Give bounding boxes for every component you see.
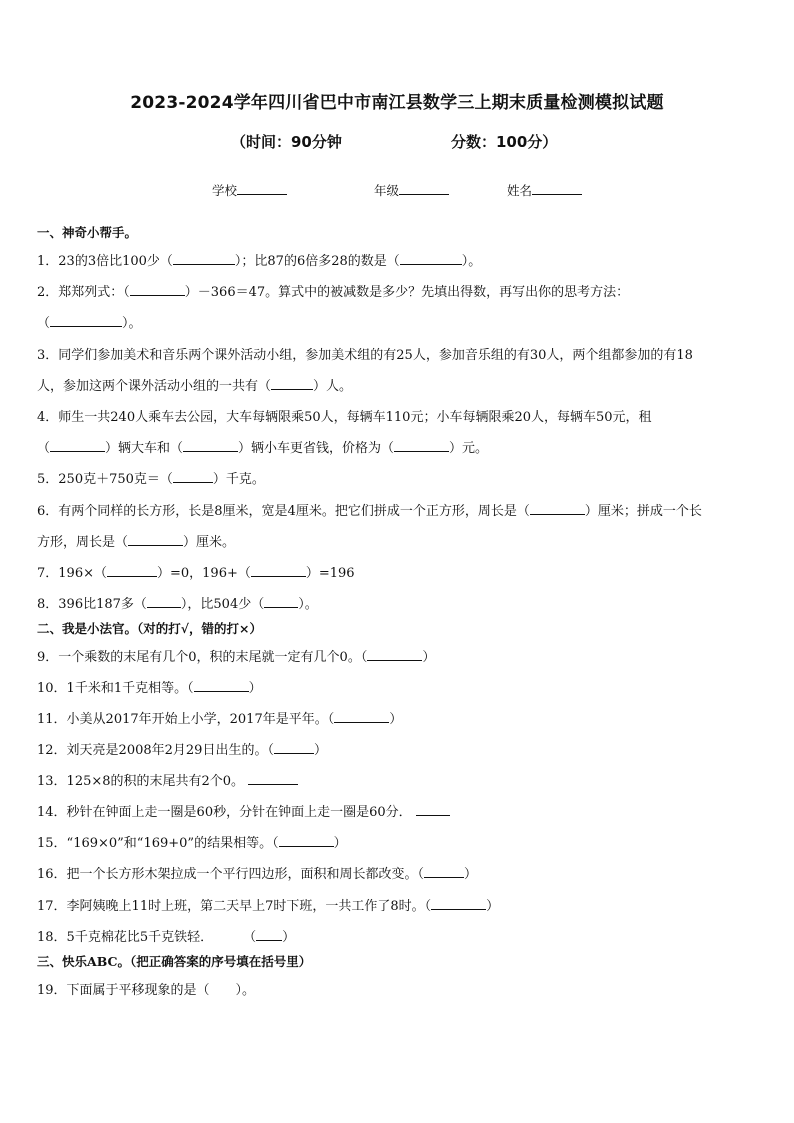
question-text: （ bbox=[37, 441, 51, 456]
answer-blank[interactable] bbox=[194, 679, 249, 692]
answer-blank[interactable] bbox=[147, 595, 181, 608]
question-text: ） bbox=[422, 650, 436, 665]
question-3 bbox=[37, 344, 693, 363]
question-text: ）辆大车和（ bbox=[105, 441, 184, 456]
question-text: ）厘米；拼成一个长 bbox=[584, 504, 702, 519]
question-18 bbox=[37, 926, 295, 945]
section-heading-2: 二、我是小法官。（对的打√，错的打×） bbox=[37, 621, 262, 636]
question-16 bbox=[37, 863, 477, 882]
answer-blank[interactable] bbox=[173, 470, 213, 483]
question-text: ）厘米。 bbox=[183, 535, 236, 550]
question-17 bbox=[37, 895, 499, 914]
question-text: 5．250克＋750克＝（ bbox=[37, 472, 173, 487]
question-text: ） bbox=[486, 899, 500, 914]
answer-blank[interactable] bbox=[251, 564, 306, 577]
question-text: 13．125×8的积的末尾共有2个0。 bbox=[37, 774, 245, 789]
page-title: 2023-2024学年四川省巴中市南江县数学三上期末质量检测模拟试题 bbox=[130, 93, 664, 113]
answer-blank[interactable] bbox=[173, 252, 235, 265]
question-text: 14．秒针在钟面上走一圈是60秒，分针在钟面上走一圈是60分． bbox=[37, 805, 412, 820]
question-text: ），比504少（ bbox=[180, 597, 265, 612]
question-text: ）千克。 bbox=[212, 472, 265, 487]
answer-blank[interactable] bbox=[107, 564, 157, 577]
question-text: 19．下面属于平移现象的是（ ）。 bbox=[37, 983, 256, 998]
answer-blank[interactable] bbox=[130, 283, 185, 296]
question-6-cont bbox=[37, 531, 235, 550]
question-text: ） bbox=[333, 836, 347, 851]
question-text: ） bbox=[464, 867, 478, 882]
question-text: 17．李阿姨晚上11时上班，第二天早上7时下班，一共工作了8时。（ bbox=[37, 899, 432, 914]
answer-blank[interactable] bbox=[274, 741, 314, 754]
question-text: ） bbox=[389, 712, 403, 727]
question-text: ） bbox=[282, 930, 296, 945]
answer-blank[interactable] bbox=[394, 439, 449, 452]
answer-blank[interactable] bbox=[279, 834, 334, 847]
question-text: ） bbox=[313, 743, 327, 758]
question-1 bbox=[37, 250, 481, 269]
question-text: 6．有两个同样的长方形，长是8厘米，宽是4厘米。把它们拼成一个正方形，周长是（ bbox=[37, 504, 530, 519]
question-4 bbox=[37, 406, 652, 425]
question-text: ）。 bbox=[122, 316, 142, 331]
answer-blank[interactable] bbox=[248, 772, 298, 785]
question-text: 1．23的3倍比100少（ bbox=[37, 254, 173, 269]
section-heading-3: 三、快乐ABC。（把正确答案的序号填在括号里） bbox=[37, 954, 312, 969]
name-label: 姓名 bbox=[507, 183, 533, 198]
school-label: 学校 bbox=[212, 183, 238, 198]
question-12 bbox=[37, 739, 327, 758]
question-9 bbox=[37, 646, 435, 665]
question-10 bbox=[37, 677, 262, 696]
question-text: 9．一个乘数的末尾有几个0，积的末尾就一定有几个0。（ bbox=[37, 650, 368, 665]
question-text: 12．刘天亮是2008年2月29日出生的。（ bbox=[37, 743, 274, 758]
question-text: ）辆小车更省钱，价格为（ bbox=[238, 441, 395, 456]
question-text: 8．396比187多（ bbox=[37, 597, 147, 612]
question-text: ）；比87的6倍多28的数是（ bbox=[234, 254, 400, 269]
question-text: 11．小美从2017年开始上小学，2017年是平年。（ bbox=[37, 712, 335, 727]
question-text: 15．“169×0”和“169+0”的结果相等。（ bbox=[37, 836, 279, 851]
question-3-cont bbox=[37, 375, 352, 394]
question-13 bbox=[37, 770, 298, 789]
question-text: ）。 bbox=[298, 597, 318, 612]
grade-label: 年级 bbox=[374, 183, 400, 198]
answer-blank[interactable] bbox=[367, 648, 422, 661]
answer-blank[interactable] bbox=[334, 710, 389, 723]
question-text: ）－366＝47。算式中的被减数是多少？先填出得数，再写出你的思考方法： bbox=[184, 285, 630, 300]
question-text: 人，参加这两个课外活动小组的一共有（ bbox=[37, 379, 272, 394]
answer-blank[interactable] bbox=[50, 314, 122, 327]
question-text: 3．同学们参加美术和音乐两个课外活动小组，参加美术组的有25人，参加音乐组的有30人，两个组都参加的有18 bbox=[37, 348, 693, 363]
question-text: （ bbox=[37, 316, 51, 331]
question-8 bbox=[37, 593, 318, 612]
question-text: 方形，周长是（ bbox=[37, 535, 129, 550]
answer-blank[interactable] bbox=[416, 803, 450, 816]
question-text: 16．把一个长方形木架拉成一个平行四边形，面积和周长都改变。（ bbox=[37, 867, 425, 882]
section-heading-1: 一、神奇小帮手。 bbox=[37, 225, 138, 240]
question-11 bbox=[37, 708, 402, 727]
answer-blank[interactable] bbox=[431, 897, 486, 910]
question-19 bbox=[37, 979, 255, 998]
question-text: ）=196 bbox=[305, 566, 355, 581]
question-text: ）元。 bbox=[449, 441, 489, 456]
question-5 bbox=[37, 468, 265, 487]
question-text: 4．师生一共240人乘车去公园，大车每辆限乘50人，每辆车110元；小车每辆限乘20人，每辆车50元，租 bbox=[37, 410, 652, 425]
question-6 bbox=[37, 500, 702, 519]
school-field bbox=[212, 181, 287, 199]
question-text: 2．郑郑列式：（ bbox=[37, 285, 130, 300]
question-4-cont bbox=[37, 437, 488, 456]
question-text: ） bbox=[248, 681, 262, 696]
answer-blank[interactable] bbox=[400, 252, 462, 265]
question-text: （ bbox=[243, 930, 257, 945]
question-text: 18．5千克棉花比5千克铁轻． bbox=[37, 930, 214, 945]
answer-blank[interactable] bbox=[256, 928, 282, 941]
score-label: 分数：100分） bbox=[451, 133, 558, 151]
answer-blank[interactable] bbox=[128, 533, 183, 546]
question-text: 7．196×（ bbox=[37, 566, 107, 581]
answer-blank[interactable] bbox=[50, 439, 105, 452]
answer-blank[interactable] bbox=[264, 595, 298, 608]
question-text: 10．1千米和1千克相等。（ bbox=[37, 681, 194, 696]
question-text: ）。 bbox=[461, 254, 482, 269]
answer-blank[interactable] bbox=[530, 502, 585, 515]
time-label: （时间：90分钟 bbox=[231, 133, 342, 151]
question-2 bbox=[37, 281, 629, 300]
answer-blank[interactable] bbox=[424, 865, 464, 878]
name-blank[interactable] bbox=[532, 182, 582, 195]
answer-blank[interactable] bbox=[183, 439, 238, 452]
grade-field bbox=[374, 181, 449, 199]
name-field bbox=[507, 181, 582, 199]
grade-blank[interactable] bbox=[399, 182, 449, 195]
answer-blank[interactable] bbox=[271, 377, 313, 390]
question-7 bbox=[37, 562, 355, 581]
school-blank[interactable] bbox=[237, 182, 287, 195]
question-15 bbox=[37, 832, 347, 851]
question-2-cont bbox=[37, 312, 142, 331]
question-14 bbox=[37, 801, 450, 820]
question-text: ）人。 bbox=[313, 379, 353, 394]
question-text: ）=0，196+（ bbox=[156, 566, 251, 581]
